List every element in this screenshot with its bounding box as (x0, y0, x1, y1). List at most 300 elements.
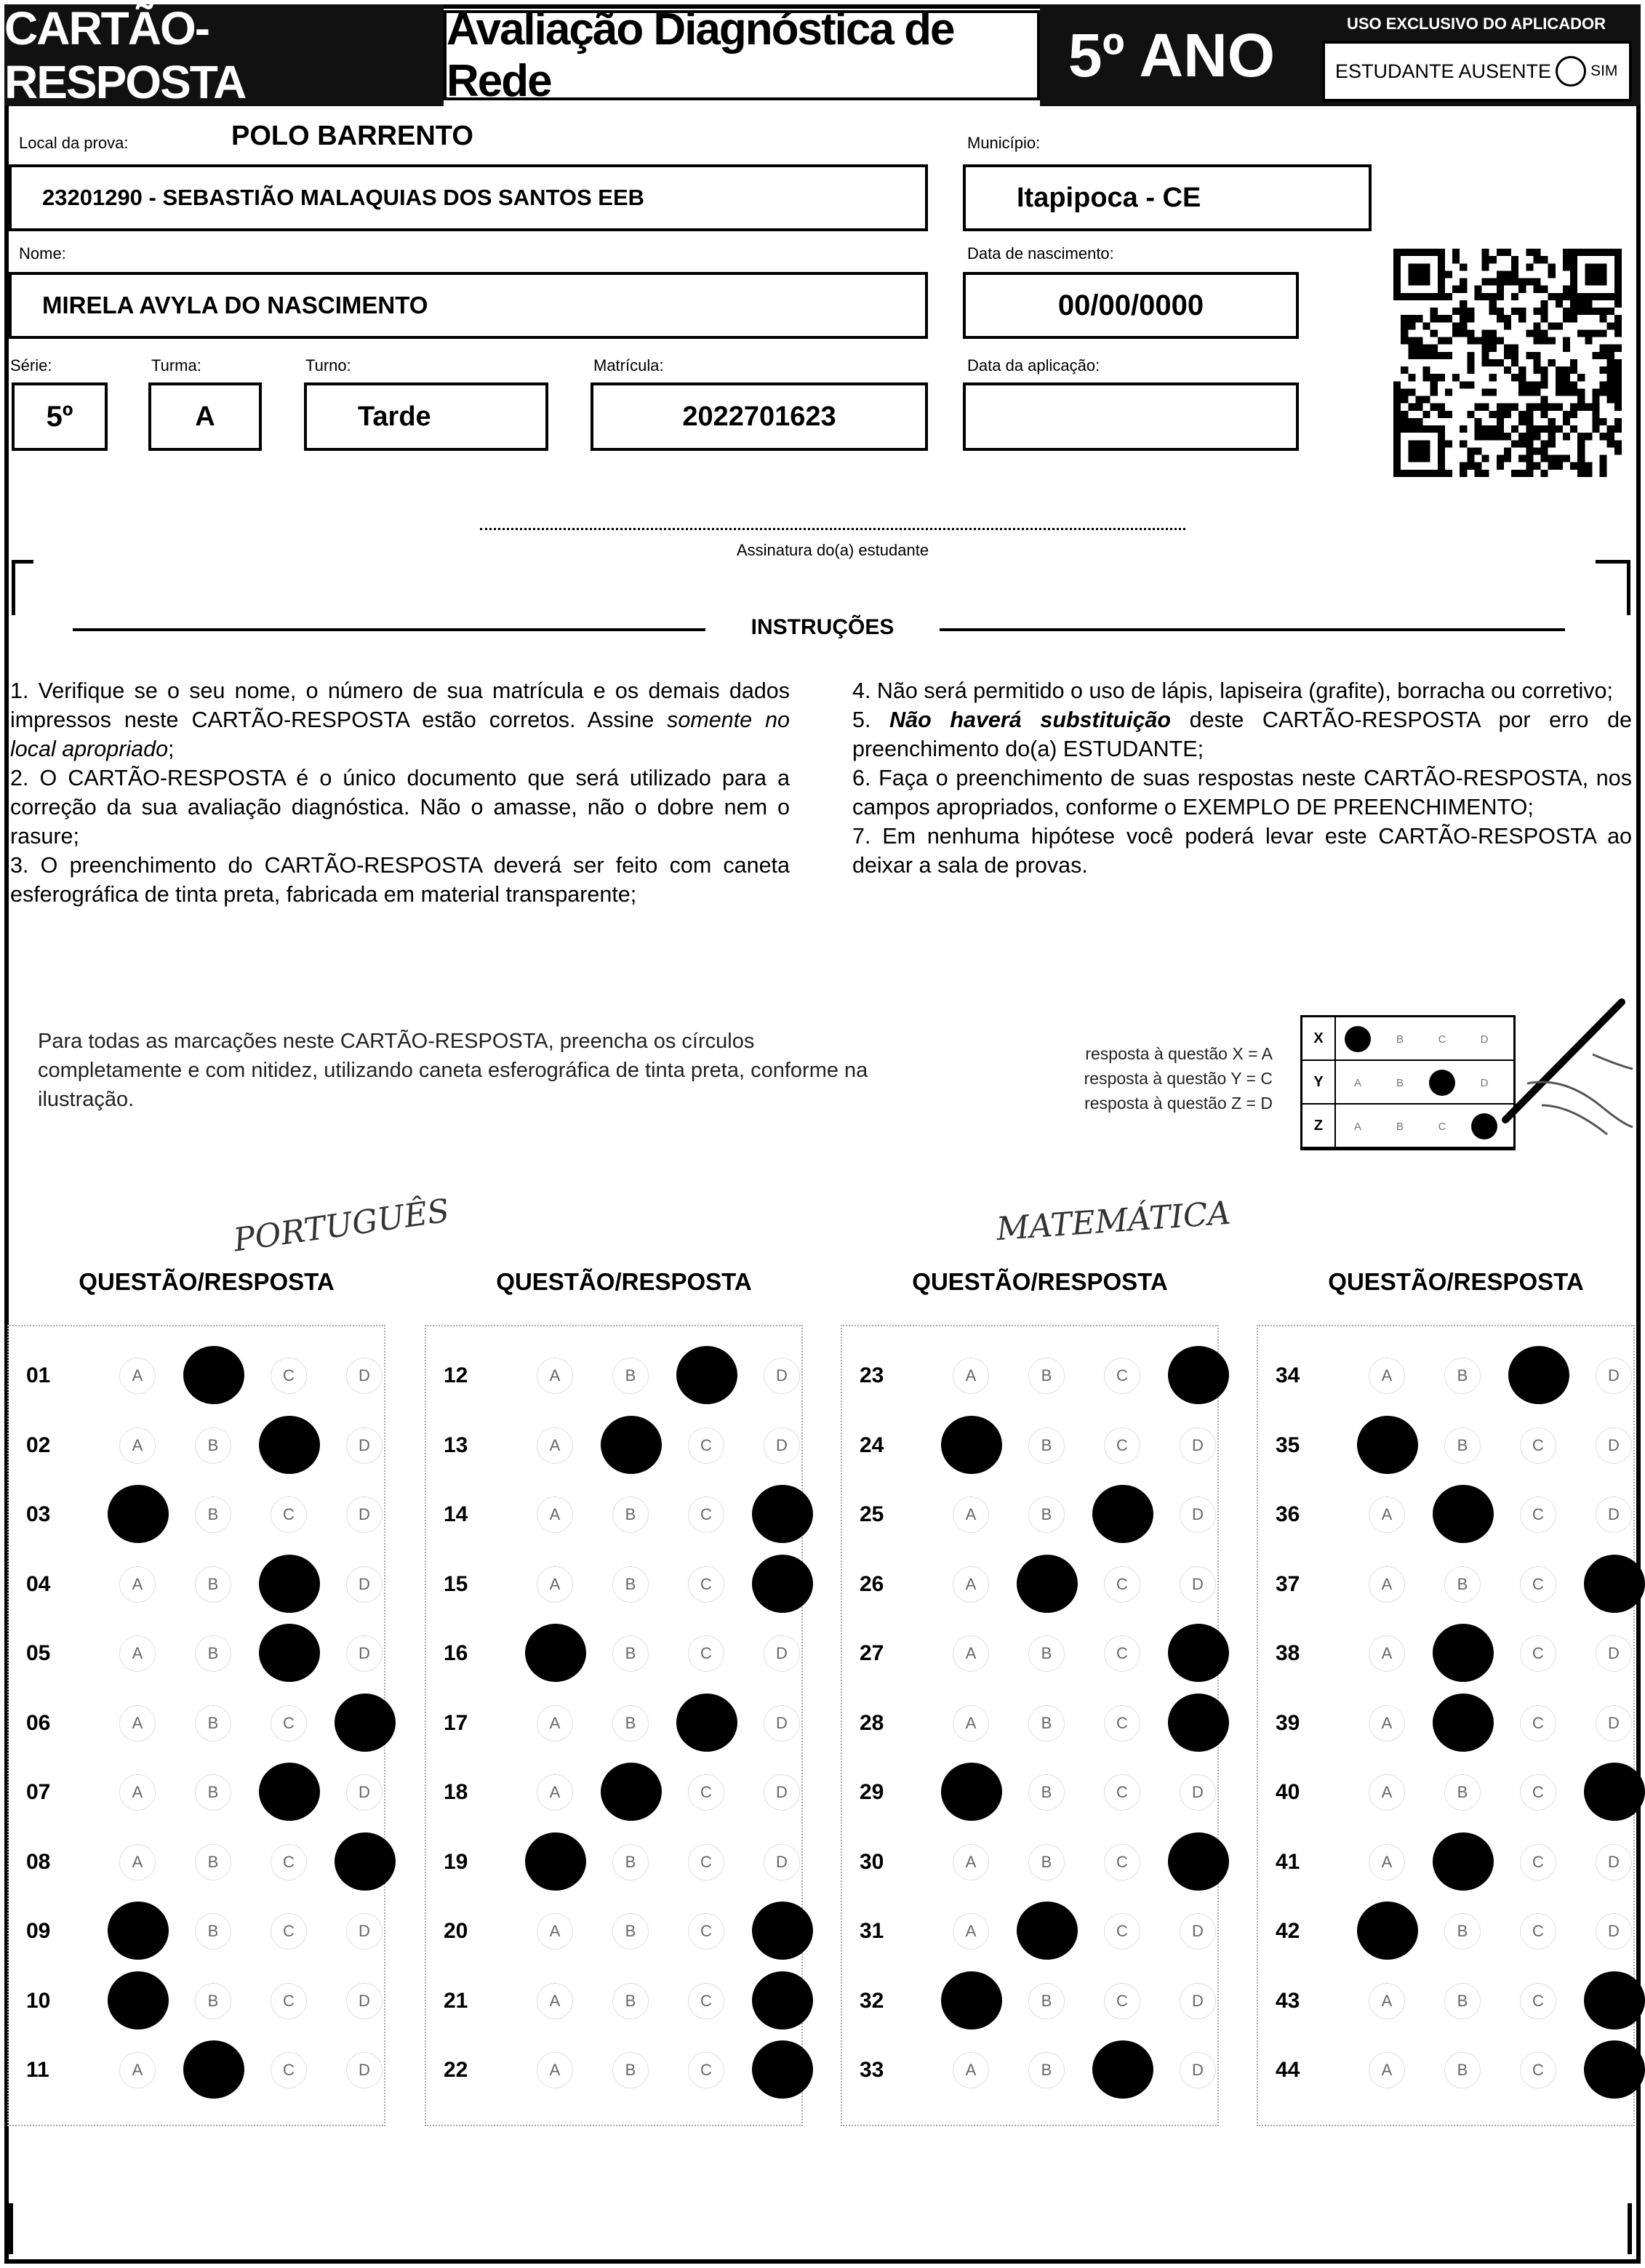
exam-location-label: Local da prova: (19, 134, 129, 152)
answer-bubble-filled[interactable] (1017, 1902, 1078, 1960)
question-number: 30 (860, 1849, 884, 1874)
answer-bubble[interactable]: B (1444, 1774, 1481, 1811)
question-row (860, 1424, 1216, 1467)
shift-value: Tarde (358, 401, 431, 432)
enrollment-label: Matrícula: (593, 356, 664, 374)
answer-bubble[interactable]: A (119, 1774, 156, 1811)
question-number: 28 (860, 1710, 884, 1735)
answer-bubble[interactable]: D (346, 1496, 383, 1533)
answer-bubble[interactable]: A (119, 2052, 156, 2088)
answer-bubble[interactable]: B (195, 1913, 231, 1950)
answer-bubble[interactable]: C (1520, 1983, 1556, 2019)
example-label-x: resposta à questão X = A (1085, 1044, 1273, 1063)
answer-bubble[interactable]: C (688, 1913, 724, 1950)
series-label: Série: (10, 356, 52, 374)
answer-bubble[interactable]: A (537, 1496, 573, 1533)
answer-bubble-filled[interactable] (1433, 1694, 1494, 1752)
answer-bubble[interactable]: C (688, 1844, 724, 1880)
answer-bubble[interactable]: C (1520, 1705, 1556, 1742)
answer-bubble[interactable]: D (764, 1774, 800, 1811)
answer-bubble[interactable]: A (953, 1496, 989, 1533)
question-row (860, 2048, 1216, 2092)
class-label: Turma: (151, 356, 201, 374)
answer-bubble-filled[interactable] (1357, 1416, 1418, 1474)
answer-bubble[interactable]: D (1596, 1427, 1632, 1464)
question-number: 40 (1276, 1780, 1300, 1804)
answer-bubble[interactable]: B (195, 1635, 231, 1672)
answer-bubble[interactable]: B (1444, 1358, 1481, 1394)
answer-bubble-filled[interactable] (259, 1416, 320, 1474)
name-label: Nome: (19, 244, 66, 263)
answer-bubble-filled[interactable] (1584, 1763, 1645, 1821)
question-row (26, 1493, 383, 1536)
question-number: 36 (1276, 1502, 1300, 1526)
answer-bubble[interactable]: D (346, 1427, 383, 1464)
column-header: QUESTÃO/RESPOSTA (1328, 1268, 1584, 1295)
qr-code (1393, 249, 1622, 477)
absent-yes-label: SIM (1590, 63, 1618, 79)
answer-bubble[interactable]: A (1369, 1705, 1405, 1742)
answer-bubble[interactable]: C (688, 2052, 724, 2088)
answer-bubble[interactable]: D (764, 1358, 800, 1394)
answer-bubble[interactable]: B (1028, 2052, 1065, 2088)
answer-bubble[interactable]: C (271, 2052, 307, 2088)
answer-bubble[interactable]: A (537, 2052, 573, 2088)
answer-bubble[interactable]: D (1180, 1566, 1216, 1603)
answer-bubble[interactable]: A (1369, 1635, 1405, 1672)
example-option: A (1353, 1076, 1361, 1089)
example-option (1345, 1026, 1371, 1052)
answer-bubble-filled[interactable] (1017, 1555, 1078, 1613)
answer-bubble[interactable]: C (271, 1844, 307, 1880)
series-field (12, 382, 108, 451)
answer-bubble[interactable]: B (1444, 1566, 1481, 1603)
answer-bubble[interactable]: B (195, 1844, 231, 1880)
question-row (1276, 1493, 1632, 1536)
answer-bubble[interactable]: D (1596, 1635, 1632, 1672)
answer-bubble[interactable]: B (1028, 1496, 1065, 1533)
answer-bubble[interactable]: C (1520, 1566, 1556, 1603)
city-value: Itapipoca - CE (1017, 182, 1201, 213)
class-field (148, 382, 262, 451)
answer-bubble[interactable]: A (1369, 1774, 1405, 1811)
answer-bubble[interactable]: A (119, 1635, 156, 1672)
question-row (26, 1354, 383, 1398)
answer-bubble-filled[interactable] (1584, 1971, 1645, 2029)
question-row (860, 1563, 1216, 1606)
answer-bubble[interactable]: A (119, 1427, 156, 1464)
application-date-field[interactable] (963, 382, 1299, 451)
instructions-rule-left (73, 628, 705, 631)
answer-bubble[interactable]: D (1596, 1358, 1632, 1394)
answer-bubble[interactable]: C (1520, 1496, 1556, 1533)
answer-bubble[interactable]: A (953, 2052, 989, 2088)
answer-bubble[interactable]: B (612, 1913, 649, 1950)
question-number: 10 (26, 1988, 51, 2013)
example-label-y: resposta à questão Y = C (1084, 1069, 1273, 1088)
answer-bubble-filled[interactable] (525, 1832, 586, 1891)
question-number: 38 (1276, 1641, 1300, 1665)
answer-bubble[interactable]: D (346, 1358, 383, 1394)
footer-mark-left (9, 2203, 13, 2254)
question-row (444, 1632, 800, 1675)
answer-bubble[interactable]: C (688, 1566, 724, 1603)
instruction-1: 1. Verifique se o seu nome, o número de sua matrícula e os demais dados impressos neste CARTÃO-RESPOSTA estão corretos. Assine somente no local apropriado; (10, 678, 790, 761)
shift-field (304, 382, 548, 451)
answer-bubble[interactable]: A (119, 1358, 156, 1394)
answer-bubble[interactable]: C (1104, 1774, 1140, 1811)
answer-bubble[interactable]: C (688, 1635, 724, 1672)
answer-bubble[interactable]: A (953, 1705, 989, 1742)
answer-bubble[interactable]: B (612, 1635, 649, 1672)
answer-bubble[interactable]: B (195, 1566, 231, 1603)
answer-bubble[interactable]: B (1028, 1983, 1065, 2019)
answer-bubble[interactable]: B (195, 1983, 231, 2019)
answer-bubble[interactable]: A (1369, 1566, 1405, 1603)
answer-bubble[interactable]: C (688, 1983, 724, 2019)
answer-bubble[interactable]: C (1104, 1427, 1140, 1464)
answer-bubble-filled[interactable] (1584, 2040, 1645, 2099)
question-number: 14 (444, 1502, 468, 1526)
answer-bubble[interactable]: D (764, 1427, 800, 1464)
answer-bubble[interactable]: D (1596, 1496, 1632, 1533)
exam-location-value: POLO BARRENTO (231, 121, 473, 151)
instruction-3: 3. O preenchimento do CARTÃO-RESPOSTA deverá ser feito com caneta esferográfica de tinta preta, fabricada em material transparente; (10, 853, 790, 907)
answer-bubble[interactable]: B (195, 1496, 231, 1533)
column-header: QUESTÃO/RESPOSTA (912, 1268, 1168, 1295)
answer-bubble[interactable]: D (1180, 2052, 1216, 2088)
answer-bubble[interactable]: A (537, 1427, 573, 1464)
question-row (1276, 1771, 1632, 1814)
example-row-letter: Y (1302, 1061, 1336, 1103)
question-number: 13 (444, 1432, 468, 1457)
question-row (444, 1979, 800, 2023)
answer-bubble[interactable]: B (1028, 1358, 1065, 1394)
question-number: 35 (1276, 1432, 1300, 1457)
answer-bubble[interactable]: B (1028, 1635, 1065, 1672)
instruction-4: 4. Não será permitido o uso de lápis, lapiseira (grafite), borracha ou corretivo; (852, 678, 1613, 703)
question-row (444, 1424, 800, 1467)
pen-hand-illustration (1484, 996, 1636, 1142)
answer-bubble[interactable]: C (1104, 1983, 1140, 2019)
answer-bubble[interactable]: B (195, 1774, 231, 1811)
school-value: 23201290 - SEBASTIÃO MALAQUIAS DOS SANTOS EEB (42, 185, 645, 210)
answer-bubble-filled[interactable] (1433, 1485, 1494, 1543)
answer-bubble[interactable]: D (764, 1705, 800, 1742)
card-title: CARTÃO-RESPOSTA (4, 4, 444, 106)
answer-bubble[interactable]: A (119, 1705, 156, 1742)
answer-bubble[interactable]: B (1028, 1774, 1065, 1811)
question-row (860, 1632, 1216, 1675)
question-number: 43 (1276, 1988, 1300, 2013)
answer-bubble[interactable]: A (1369, 2052, 1405, 2088)
answer-bubble-filled[interactable] (752, 2040, 813, 2099)
question-number: 15 (444, 1571, 468, 1596)
example-option: B (1396, 1120, 1404, 1133)
exam-title: Avaliação Diagnóstica de Rede (444, 10, 1040, 100)
question-row (1276, 2048, 1632, 2092)
answer-bubble[interactable]: D (1596, 1844, 1632, 1880)
handwritten-portugues: PORTUGUÊS (231, 1192, 452, 1259)
answer-bubble[interactable]: A (537, 1705, 573, 1742)
answer-bubble-filled[interactable] (676, 1346, 737, 1404)
answer-bubble-filled[interactable] (941, 1971, 1002, 2029)
answer-bubble[interactable]: C (1520, 1427, 1556, 1464)
answer-bubble-filled[interactable] (335, 1694, 396, 1752)
instructions-corner-right (1596, 560, 1630, 615)
question-row (444, 2048, 800, 2092)
instruction-7: 7. Em nenhuma hipótese você poderá levar este CARTÃO-RESPOSTA ao deixar a sala de provas. (852, 824, 1632, 878)
answer-bubble[interactable]: B (1028, 1705, 1065, 1742)
answer-bubble[interactable]: D (346, 1983, 383, 2019)
question-row (444, 1910, 800, 1953)
question-number: 23 (860, 1363, 884, 1387)
question-row (444, 1771, 800, 1814)
answer-bubble[interactable]: C (271, 1983, 307, 2019)
absent-label: ESTUDANTE AUSENTE (1335, 60, 1552, 82)
application-date-label: Data da aplicação: (967, 356, 1100, 374)
answer-bubble[interactable]: A (953, 1566, 989, 1603)
answer-bubble-filled[interactable] (676, 1694, 737, 1752)
answer-bubble-filled[interactable] (601, 1763, 662, 1821)
question-number: 01 (26, 1363, 51, 1387)
answer-bubble-filled[interactable] (183, 2040, 244, 2099)
instruction-5: 5. Não haverá substituição deste CARTÃO-RESPOSTA por erro de preenchimento do(a) ESTUDANTE; (852, 708, 1632, 761)
answer-bubble[interactable]: C (688, 1496, 724, 1533)
enrollment-field (591, 382, 928, 451)
answer-bubble[interactable]: C (1520, 2052, 1556, 2088)
question-number: 16 (444, 1641, 468, 1665)
answer-bubble-filled[interactable] (941, 1763, 1002, 1821)
answer-bubble[interactable]: B (1444, 1913, 1481, 1950)
question-number: 08 (26, 1849, 51, 1874)
answer-bubble[interactable]: A (953, 1635, 989, 1672)
answer-bubble[interactable]: D (346, 2052, 383, 2088)
answer-bubble[interactable]: D (1180, 1427, 1216, 1464)
answer-bubble-filled[interactable] (1092, 1485, 1153, 1543)
answer-bubble[interactable]: C (688, 1774, 724, 1811)
answer-bubble[interactable]: C (1520, 1844, 1556, 1880)
answer-bubble-filled[interactable] (752, 1555, 813, 1613)
answer-bubble-filled[interactable] (108, 1902, 169, 1960)
question-row (1276, 1563, 1632, 1606)
example-row (1302, 1017, 1513, 1061)
fill-instructions: Para todas as marcações neste CARTÃO-RESPOSTA, preencha os círculos completamente e com nitidez, utilizando caneta esferográfica de tinta preta, conforme na ilustração. (38, 1030, 868, 1111)
answer-bubble[interactable]: B (612, 1358, 649, 1394)
question-number: 44 (1276, 2058, 1300, 2082)
answer-bubble[interactable]: A (537, 1774, 573, 1811)
example-row-letter: Z (1302, 1105, 1336, 1147)
answer-bubble[interactable]: B (1444, 2052, 1481, 2088)
answer-bubble[interactable]: D (1180, 1496, 1216, 1533)
example-row-letter: X (1302, 1017, 1336, 1059)
answer-bubble[interactable]: A (537, 1983, 573, 2019)
example-option: D (1480, 1076, 1489, 1089)
answer-bubble[interactable]: D (346, 1774, 383, 1811)
column-header: QUESTÃO/RESPOSTA (496, 1268, 752, 1295)
answer-bubble[interactable]: D (764, 1844, 800, 1880)
answer-bubble-filled[interactable] (752, 1902, 813, 1960)
birth-value: 00/00/0000 (1057, 289, 1204, 321)
question-number: 19 (444, 1849, 468, 1874)
question-number: 12 (444, 1363, 468, 1387)
answer-bubble[interactable]: C (271, 1496, 307, 1533)
answer-bubble[interactable]: B (1028, 1844, 1065, 1880)
answer-bubble[interactable]: A (537, 1913, 573, 1950)
name-field (9, 272, 928, 339)
question-row (1276, 1354, 1632, 1398)
answer-bubble[interactable]: C (1104, 1358, 1140, 1394)
answer-bubble[interactable]: B (612, 1566, 649, 1603)
answer-bubble[interactable]: A (953, 1844, 989, 1880)
answer-bubble[interactable]: B (612, 2052, 649, 2088)
question-row (1276, 1840, 1632, 1884)
answer-bubble[interactable]: C (1104, 1844, 1140, 1880)
answer-bubble-filled[interactable] (525, 1624, 586, 1682)
question-number: 09 (26, 1919, 51, 1943)
answer-bubble-filled[interactable] (335, 1832, 396, 1891)
instruction-2: 2. O CARTÃO-RESPOSTA é o único documento que será utilizado para a correção da sua avaliação diagnóstica. Não o amasse, não o dobre nem o rasure; (10, 766, 790, 849)
birth-field (963, 272, 1299, 339)
answer-bubble-filled[interactable] (941, 1416, 1002, 1474)
question-number: 18 (444, 1780, 468, 1804)
answer-bubble[interactable]: D (1596, 1705, 1632, 1742)
absent-checkbox[interactable] (1556, 56, 1586, 87)
answer-bubble[interactable]: C (688, 1427, 724, 1464)
answer-bubble[interactable]: D (1180, 1913, 1216, 1950)
answer-bubble-filled[interactable] (752, 1485, 813, 1543)
example-option: C (1438, 1033, 1446, 1046)
answer-bubble[interactable]: C (1520, 1774, 1556, 1811)
question-row (444, 1563, 800, 1606)
question-number: 31 (860, 1919, 884, 1943)
question-number: 33 (860, 2058, 884, 2082)
applicator-label: USO EXCLUSIVO DO APLICADOR (1346, 15, 1606, 33)
answer-bubble-filled[interactable] (259, 1555, 320, 1613)
question-number: 03 (26, 1502, 51, 1526)
answer-bubble[interactable]: D (1596, 1913, 1632, 1950)
answer-bubble[interactable]: D (1180, 1774, 1216, 1811)
answer-bubble-filled[interactable] (1092, 2040, 1153, 2099)
column-header: QUESTÃO/RESPOSTA (79, 1268, 335, 1295)
answer-bubble-filled[interactable] (1584, 1555, 1645, 1613)
answer-bubble[interactable]: A (537, 1358, 573, 1394)
answer-bubble[interactable]: B (1444, 1983, 1481, 2019)
school-field (9, 164, 928, 231)
shift-label: Turno: (305, 356, 351, 374)
example-option: C (1438, 1120, 1446, 1133)
answer-bubble-filled[interactable] (1433, 1832, 1494, 1891)
question-number: 39 (1276, 1710, 1300, 1735)
answer-bubble-filled[interactable] (1168, 1832, 1229, 1891)
question-row (444, 1702, 800, 1745)
answer-bubble-filled[interactable] (752, 1971, 813, 2029)
answer-bubble[interactable]: A (1369, 1358, 1405, 1394)
example-option: B (1396, 1076, 1404, 1089)
answer-bubble[interactable]: A (953, 1358, 989, 1394)
signature-line (480, 528, 1185, 530)
answer-bubble[interactable]: B (612, 1844, 649, 1880)
answer-bubble[interactable]: D (764, 1635, 800, 1672)
answer-bubble[interactable]: D (1180, 1983, 1216, 2019)
series-value: 5º (46, 400, 73, 433)
question-number: 27 (860, 1641, 884, 1665)
question-number: 04 (26, 1571, 51, 1596)
answer-bubble[interactable]: C (271, 1705, 307, 1742)
instruction-6: 6. Faça o preenchimento de suas respostas neste CARTÃO-RESPOSTA, nos campos apropriados, conforme o EXEMPLO DE PREENCHIMENTO; (852, 766, 1632, 820)
answer-bubble-filled[interactable] (259, 1763, 320, 1821)
answer-bubble-filled[interactable] (259, 1624, 320, 1682)
instructions-right-column (852, 676, 1632, 880)
answer-bubble-filled[interactable] (1168, 1346, 1229, 1404)
question-number: 21 (444, 1988, 468, 2013)
answer-bubble[interactable]: B (195, 1427, 231, 1464)
answer-bubble[interactable]: C (271, 1358, 307, 1394)
question-number: 25 (860, 1502, 884, 1526)
question-row (860, 1771, 1216, 1814)
question-row (1276, 1979, 1632, 2023)
answer-bubble[interactable]: D (346, 1566, 383, 1603)
question-number: 06 (26, 1710, 51, 1735)
answer-bubble[interactable]: A (119, 1844, 156, 1880)
answer-bubble[interactable]: A (1369, 1496, 1405, 1533)
answer-bubble-filled[interactable] (1357, 1902, 1418, 1960)
question-row (1276, 1632, 1632, 1675)
answer-bubble[interactable]: C (1104, 1635, 1140, 1672)
answer-bubble[interactable]: C (1520, 1635, 1556, 1672)
answer-bubble-filled[interactable] (1508, 1346, 1569, 1404)
answer-bubble[interactable]: A (537, 1566, 573, 1603)
question-row (1276, 1910, 1632, 1953)
answer-bubble[interactable]: D (346, 1913, 383, 1950)
answer-bubble[interactable]: A (1369, 1844, 1405, 1880)
answer-bubble[interactable]: A (119, 1566, 156, 1603)
answer-bubble[interactable]: C (271, 1913, 307, 1950)
answer-bubble[interactable]: C (1104, 1705, 1140, 1742)
answer-bubble[interactable]: A (1369, 1983, 1405, 2019)
answer-bubble-filled[interactable] (108, 1971, 169, 2029)
answer-bubble[interactable]: B (1444, 1427, 1481, 1464)
answer-bubble[interactable]: B (195, 1705, 231, 1742)
question-number: 41 (1276, 1849, 1300, 1874)
question-row (860, 1840, 1216, 1884)
answer-bubble[interactable]: B (1028, 1427, 1065, 1464)
answer-bubble[interactable]: D (346, 1635, 383, 1672)
question-number: 20 (444, 1919, 468, 1943)
answer-bubble-filled[interactable] (1168, 1694, 1229, 1752)
answer-bubble-filled[interactable] (1433, 1624, 1494, 1682)
answer-bubble-filled[interactable] (108, 1485, 169, 1543)
answer-bubble[interactable]: B (612, 1983, 649, 2019)
answer-bubble[interactable]: C (1104, 1913, 1140, 1950)
answer-bubble[interactable]: B (612, 1705, 649, 1742)
question-row (444, 1354, 800, 1398)
question-row (860, 1493, 1216, 1536)
answer-bubble[interactable]: B (612, 1496, 649, 1533)
answer-bubble-filled[interactable] (601, 1416, 662, 1474)
answer-bubble-filled[interactable] (1168, 1624, 1229, 1682)
answer-bubble[interactable]: C (1104, 1566, 1140, 1603)
answer-bubble-filled[interactable] (183, 1346, 244, 1404)
city-label: Município: (967, 134, 1041, 152)
question-row (26, 1840, 383, 1884)
question-row (26, 1702, 383, 1745)
question-row (26, 1979, 383, 2023)
example-row (1302, 1061, 1513, 1105)
answer-bubble[interactable]: C (1520, 1913, 1556, 1950)
answer-bubble[interactable]: A (953, 1913, 989, 1950)
city-field (963, 164, 1372, 231)
